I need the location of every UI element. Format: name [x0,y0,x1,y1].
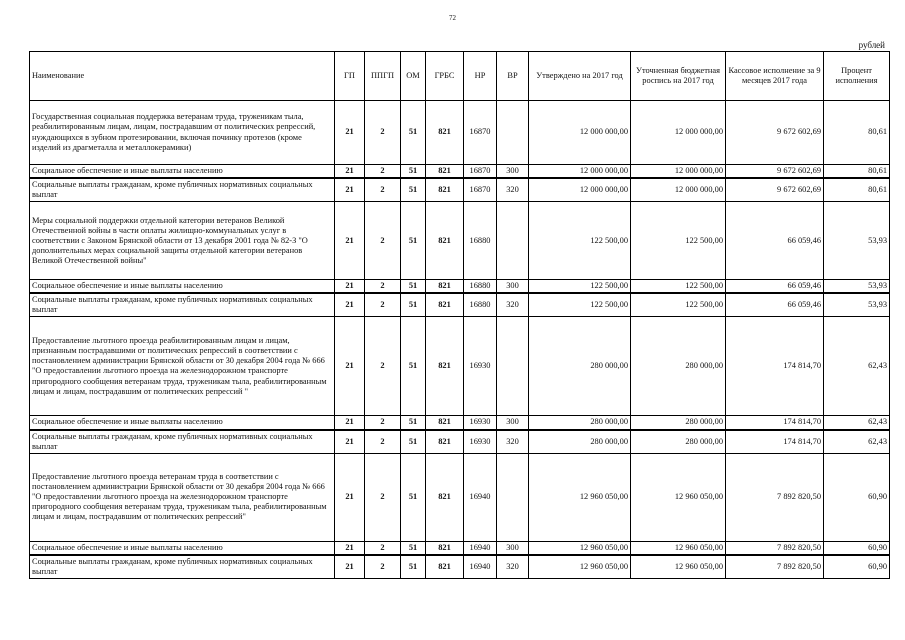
cell-percent: 60,90 [824,541,890,555]
header-ppgp: ППГП [365,52,401,101]
cell-ppgp: 2 [365,280,401,294]
cell-cash: 7 892 820,50 [726,555,824,579]
cell-cash: 7 892 820,50 [726,453,824,541]
cell-om: 51 [401,293,426,317]
cell-approved: 280 000,00 [529,430,631,454]
cell-name: Социальное обеспечение и иные выплаты населению [30,541,335,555]
cell-vr: 320 [497,555,529,579]
cell-grbs: 821 [426,416,464,430]
cell-approved: 12 960 050,00 [529,541,631,555]
cell-vr [497,101,529,165]
cell-vr: 320 [497,178,529,202]
cell-nr: 16930 [464,416,497,430]
cell-name: Предоставление льготного проезда реабилитированным лицам и лицам, признанным пострадавшими от политических репрессий в соответствии с постановлением администрации Брянской области от 30 декабря 2004 года № 666 "О предоставлении льготного проезда на железнодорожном транспорте пригородного сообщения ветеранам труда, труженикам тыла, реабилитированным лицам и лицам, пострадавшим от политических репрессий " [30,317,335,416]
cell-nr: 16870 [464,165,497,179]
cell-ppgp: 2 [365,453,401,541]
cell-specified: 12 960 050,00 [631,555,726,579]
cell-vr: 300 [497,541,529,555]
cell-grbs: 821 [426,555,464,579]
table-row [30,165,890,179]
cell-ppgp: 2 [365,416,401,430]
cell-ppgp: 2 [365,317,401,416]
cell-name: Социальные выплаты гражданам, кроме публичных нормативных социальных выплат [30,293,335,317]
cell-cash: 9 672 602,69 [726,165,824,179]
cell-cash: 174 814,70 [726,416,824,430]
table-row [30,293,890,317]
cell-om: 51 [401,280,426,294]
cell-grbs: 821 [426,430,464,454]
header-om: ОМ [401,52,426,101]
cell-specified: 280 000,00 [631,317,726,416]
cell-vr: 300 [497,416,529,430]
cell-percent: 60,90 [824,453,890,541]
header-vr: ВР [497,52,529,101]
cell-ppgp: 2 [365,165,401,179]
cell-percent: 53,93 [824,280,890,294]
cell-percent: 53,93 [824,202,890,280]
cell-approved: 122 500,00 [529,293,631,317]
cell-om: 51 [401,430,426,454]
cell-gp: 21 [335,453,365,541]
cell-cash: 66 059,46 [726,293,824,317]
cell-grbs: 821 [426,178,464,202]
cell-cash: 174 814,70 [726,430,824,454]
cell-gp: 21 [335,416,365,430]
cell-specified: 12 000 000,00 [631,165,726,179]
cell-specified: 122 500,00 [631,293,726,317]
cell-grbs: 821 [426,280,464,294]
header-cash: Кассовое исполнение за 9 месяцев 2017 года [726,52,824,101]
cell-approved: 12 000 000,00 [529,101,631,165]
table-row [30,453,890,541]
table-row [30,101,890,165]
header-row [30,52,890,101]
cell-om: 51 [401,202,426,280]
header-gp: ГП [335,52,365,101]
cell-cash: 66 059,46 [726,280,824,294]
cell-approved: 12 000 000,00 [529,165,631,179]
cell-nr: 16940 [464,555,497,579]
cell-om: 51 [401,317,426,416]
cell-grbs: 821 [426,317,464,416]
table-row [30,202,890,280]
table-row [30,178,890,202]
cell-gp: 21 [335,178,365,202]
cell-ppgp: 2 [365,430,401,454]
cell-specified: 12 000 000,00 [631,178,726,202]
cell-name: Социальные выплаты гражданам, кроме публичных нормативных социальных выплат [30,555,335,579]
cell-gp: 21 [335,202,365,280]
cell-nr: 16870 [464,178,497,202]
cell-approved: 122 500,00 [529,280,631,294]
cell-gp: 21 [335,555,365,579]
cell-gp: 21 [335,293,365,317]
cell-gp: 21 [335,165,365,179]
header-approved: Утверждено на 2017 год [529,52,631,101]
cell-nr: 16930 [464,430,497,454]
cell-approved: 280 000,00 [529,416,631,430]
cell-ppgp: 2 [365,202,401,280]
cell-cash: 9 672 602,69 [726,178,824,202]
header-percent: Процент исполнения [824,52,890,101]
cell-vr: 300 [497,280,529,294]
cell-gp: 21 [335,280,365,294]
cell-cash: 7 892 820,50 [726,541,824,555]
units-label: рублей [858,40,885,50]
cell-approved: 12 000 000,00 [529,178,631,202]
cell-nr: 16940 [464,541,497,555]
cell-name: Социальные выплаты гражданам, кроме публичных нормативных социальных выплат [30,178,335,202]
cell-om: 51 [401,541,426,555]
cell-grbs: 821 [426,101,464,165]
cell-vr: 320 [497,293,529,317]
cell-name: Социальное обеспечение и иные выплаты населению [30,165,335,179]
cell-percent: 62,43 [824,430,890,454]
header-nr: НР [464,52,497,101]
table-row [30,317,890,416]
header-name: Наименование [30,52,335,101]
cell-nr: 16940 [464,453,497,541]
cell-nr: 16930 [464,317,497,416]
cell-om: 51 [401,178,426,202]
cell-om: 51 [401,101,426,165]
cell-approved: 280 000,00 [529,317,631,416]
cell-ppgp: 2 [365,101,401,165]
cell-ppgp: 2 [365,555,401,579]
cell-om: 51 [401,165,426,179]
cell-name: Предоставление льготного проезда ветеранам труда в соответствии с постановлением администрации Брянской области от 30 декабря 2004 года № 666 "О предоставлении льготного проезда на железнодорожном транспорте пригородного сообщения ветеранам труда, труженикам тыла, реабилитированным лицам и лицам, пострадавшим от политических репрессий" [30,453,335,541]
cell-name: Государственная социальная поддержка ветеранам труда, труженикам тыла, реабилитированным лицам, лицам, пострадавшим от политических репрессий, нуждающихся в зубном протезировании, включая починку протезов (кроме изделий из драгметалла и металлокерамики) [30,101,335,165]
cell-gp: 21 [335,541,365,555]
cell-name: Социальное обеспечение и иные выплаты населению [30,416,335,430]
cell-vr: 300 [497,165,529,179]
cell-ppgp: 2 [365,178,401,202]
cell-percent: 80,61 [824,178,890,202]
cell-percent: 53,93 [824,293,890,317]
cell-name: Социальное обеспечение и иные выплаты населению [30,280,335,294]
cell-om: 51 [401,416,426,430]
cell-grbs: 821 [426,202,464,280]
table-row [30,430,890,454]
cell-approved: 122 500,00 [529,202,631,280]
cell-percent: 80,61 [824,101,890,165]
cell-approved: 12 960 050,00 [529,555,631,579]
cell-percent: 62,43 [824,416,890,430]
cell-approved: 12 960 050,00 [529,453,631,541]
cell-gp: 21 [335,101,365,165]
cell-nr: 16880 [464,202,497,280]
cell-gp: 21 [335,430,365,454]
cell-percent: 60,90 [824,555,890,579]
cell-cash: 9 672 602,69 [726,101,824,165]
cell-vr [497,317,529,416]
table-row [30,416,890,430]
cell-vr: 320 [497,430,529,454]
cell-vr [497,453,529,541]
cell-nr: 16870 [464,101,497,165]
cell-percent: 62,43 [824,317,890,416]
cell-percent: 80,61 [824,165,890,179]
cell-specified: 122 500,00 [631,280,726,294]
cell-name: Социальные выплаты гражданам, кроме публичных нормативных социальных выплат [30,430,335,454]
header-specified: Уточненная бюджетная роспись на 2017 год [631,52,726,101]
page-number: 72 [449,14,456,22]
cell-cash: 66 059,46 [726,202,824,280]
cell-grbs: 821 [426,165,464,179]
cell-specified: 12 960 050,00 [631,541,726,555]
cell-nr: 16880 [464,280,497,294]
table-row [30,280,890,294]
cell-grbs: 821 [426,541,464,555]
cell-name: Меры социальной поддержки отдельной категории ветеранов Великой Отечественной войны в части оплаты жилищно-коммунальных услуг в соответствии с Законом Брянской области от 13 декабря 2001 года № 82-З "О дополнительных мерах социальной защиты отдельной категории ветеранов Великой Отечественной войны" [30,202,335,280]
cell-specified: 12 000 000,00 [631,101,726,165]
cell-grbs: 821 [426,293,464,317]
cell-cash: 174 814,70 [726,317,824,416]
header-grbs: ГРБС [426,52,464,101]
cell-nr: 16880 [464,293,497,317]
table-row [30,541,890,555]
cell-specified: 280 000,00 [631,430,726,454]
cell-om: 51 [401,453,426,541]
cell-om: 51 [401,555,426,579]
cell-ppgp: 2 [365,293,401,317]
cell-grbs: 821 [426,453,464,541]
budget-table [29,51,890,579]
table-row [30,555,890,579]
cell-gp: 21 [335,317,365,416]
cell-ppgp: 2 [365,541,401,555]
cell-vr [497,202,529,280]
cell-specified: 122 500,00 [631,202,726,280]
cell-specified: 12 960 050,00 [631,453,726,541]
cell-specified: 280 000,00 [631,416,726,430]
